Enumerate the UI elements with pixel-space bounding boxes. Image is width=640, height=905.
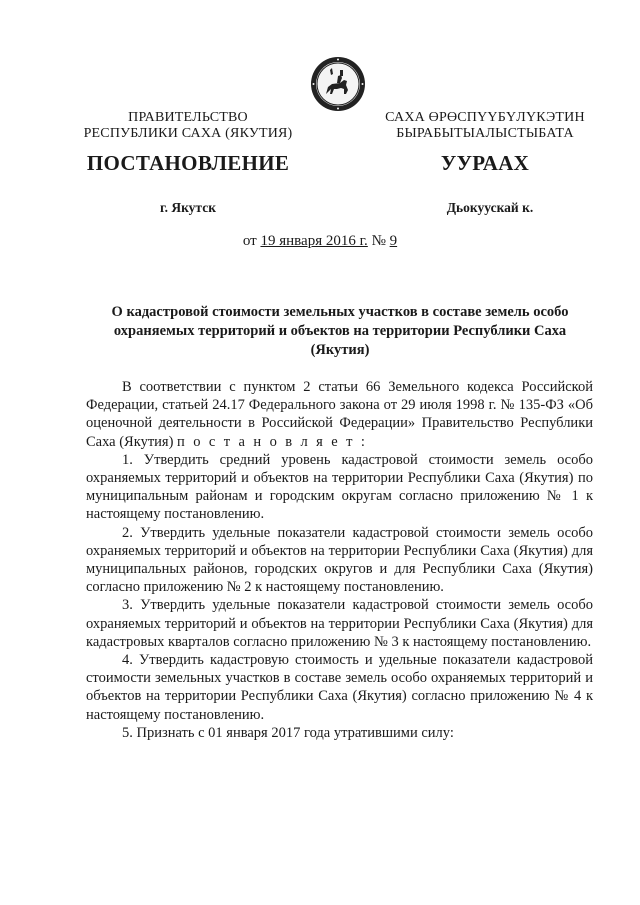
- government-name-ru: [78, 110, 298, 142]
- doc-type-sakha: УУРААХ: [440, 151, 530, 175]
- date-prefix: от: [242, 233, 257, 249]
- list-item: 3. Утвердить удельные показатели кадастровой стоимости земель особо охраняемых территорий и объектов на территории Республики Саха (Якутия) для кадастровых кварталов согласно приложению № 3 к настоящему постановлению.: [86, 597, 593, 650]
- intro-text: В соответствии с пунктом 2 статьи 66 Земельного кодекса Российской Федерации, статьей 24.17 Федерального закона от 29 июля 1998 г. № 135-ФЗ «Об оценочной деятельности в Российской Федерации» Правительство Республики Саха (Якутия): [86, 379, 593, 450]
- date-line: [0, 233, 640, 250]
- government-name-line2: РЕСПУБЛИКИ САХА (ЯКУТИЯ): [83, 126, 293, 141]
- resolution-number: 9: [389, 233, 398, 249]
- number-prefix: №: [371, 233, 386, 249]
- list-item: 5. Признать с 01 января 2017 года утратившими силу:: [122, 724, 454, 741]
- list-item: 4. Утвердить кадастровую стоимость и удельные показатели кадастровой стоимости земельных участков в составе земель особо охраняемых территорий и объектов на территории Республики Саха (Якутия) согласно приложению № 4 к настоящему постановлению.: [86, 652, 593, 723]
- government-name-line1: ПРАВИТЕЛЬСТВО: [128, 110, 248, 125]
- doc-type-ru: ПОСТАНОВЛЕНИЕ: [86, 151, 290, 175]
- document-body: [86, 378, 593, 742]
- government-name-sakha-line1: САХА ӨРӨСПҮҮБҮЛҮКЭТИН: [385, 110, 585, 125]
- resolution-date: 19 января 2016 г.: [260, 233, 368, 249]
- government-name-sakha: [380, 110, 590, 142]
- document-title: О кадастровой стоимости земельных участков в составе земель особо охраняемых территорий и объектов на территории Республики Саха (Якутия): [111, 304, 569, 358]
- intro-paragraph: [86, 378, 593, 451]
- coat-of-arms-emblem: [310, 56, 366, 112]
- list-item: 2. Утвердить удельные показатели кадастровой стоимости земель особо охраняемых территорий и объектов на территории Республики Саха (Якутия) для муниципальных районов, городских округов и для Республики Саха (Якутия) согласно приложению № 2 к настоящему постановлению.: [86, 524, 593, 596]
- city-ru: г. Якутск: [159, 200, 216, 215]
- city-sakha: Дьокуускай к.: [446, 200, 534, 215]
- government-name-sakha-line2: БЫРАБЫТЫАЛЫСТЫБАТА: [396, 126, 574, 141]
- decree-word: п о с т а н о в л я е т :: [177, 433, 368, 450]
- list-item: 1. Утвердить средний уровень кадастровой стоимости земель особо охраняемых территорий и объектов на территории Республики Саха (Якутия) по муниципальным районам и городским округам согласно приложению № 1 к настоящему постановлению.: [86, 451, 593, 523]
